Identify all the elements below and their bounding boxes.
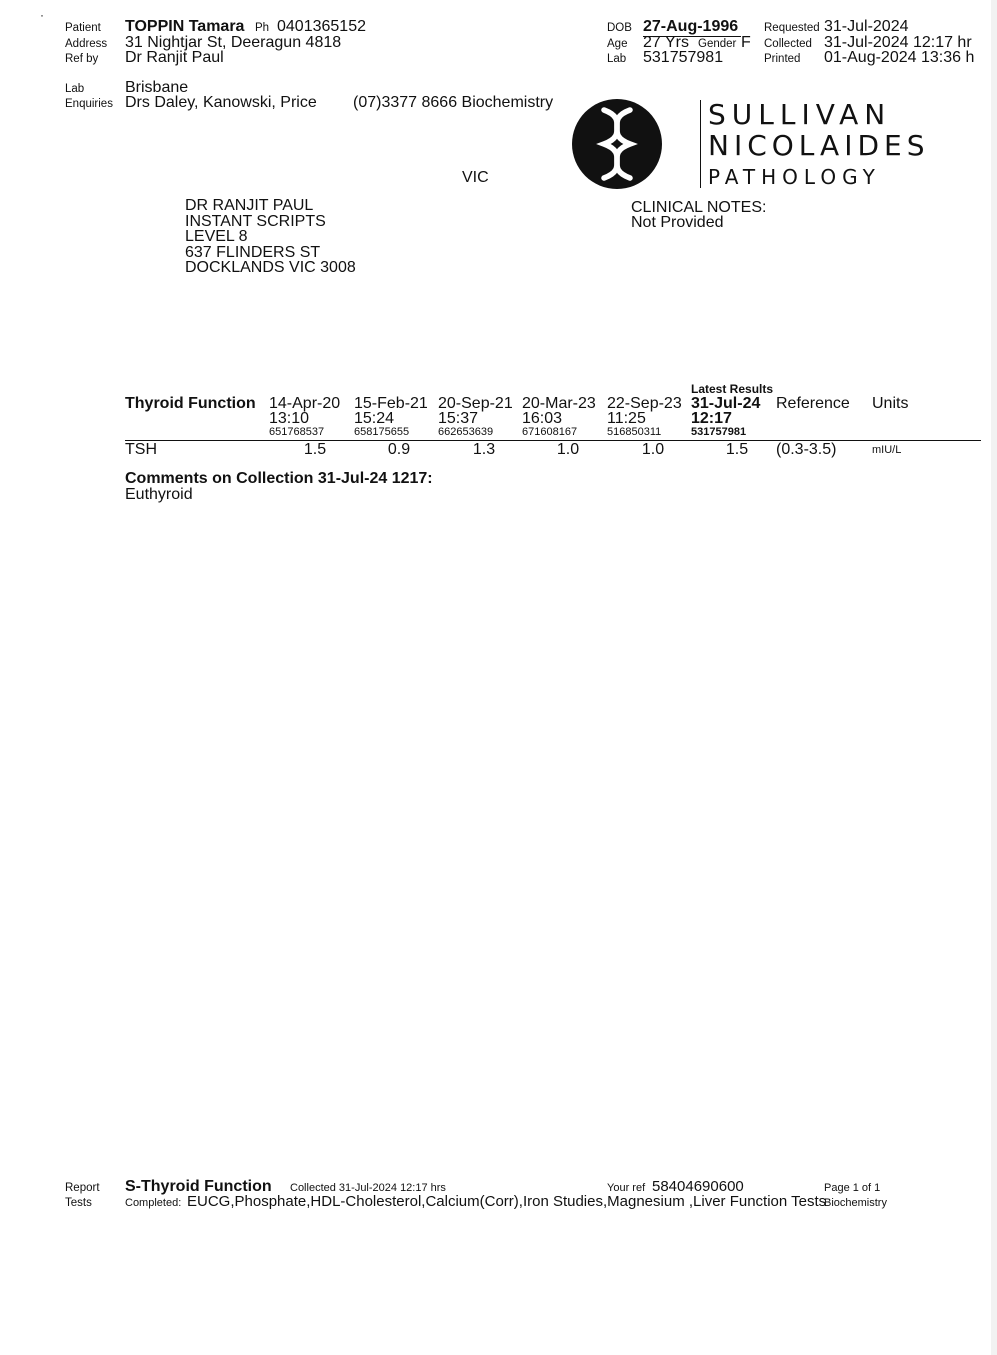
patient-name: TOPPIN Tamara — [125, 18, 245, 35]
doctor-address-line: 637 FLINDERS ST — [185, 243, 321, 261]
column-time: 15:24 — [354, 410, 395, 427]
gender-value: F — [741, 34, 751, 51]
column-date: 22-Sep-23 — [607, 395, 682, 412]
footer-yourref-label: Your ref — [607, 1182, 646, 1194]
state-label: VIC — [462, 169, 489, 186]
footer-tests-label: Tests — [65, 1197, 92, 1209]
patient-phone: 0401365152 — [277, 18, 366, 35]
gender-label: Gender — [698, 38, 737, 50]
column-lab-number: 516850311 — [607, 426, 662, 438]
doctor-address-line: DOCKLANDS VIC 3008 — [185, 259, 356, 276]
phone-label: Ph — [255, 22, 270, 34]
requested-label: Requested — [764, 22, 820, 34]
patient-address: 31 Nightjar St, Deeragun 4818 — [125, 34, 342, 51]
units-header: Units — [872, 395, 909, 412]
patient-label: Patient — [65, 22, 101, 34]
dna-logo-icon — [571, 98, 663, 190]
age-value: 27 Yrs — [643, 34, 689, 51]
result-value: 1.0 — [641, 441, 665, 458]
column-time: 12:17 — [691, 410, 732, 427]
reference-header: Reference — [776, 395, 850, 412]
result-column-header — [438, 396, 513, 439]
result-units: mIU/L — [872, 444, 902, 456]
column-lab-number: 671608167 — [522, 426, 578, 438]
result-column-header — [354, 396, 428, 439]
logo-line-2: NICOLAIDES — [708, 129, 930, 162]
dob-value: 27-Aug-1996 — [643, 18, 739, 35]
result-column-header — [269, 396, 340, 439]
address-label: Address — [65, 38, 108, 50]
logo-line-3: PATHOLOGY — [708, 165, 881, 189]
column-date: 31-Jul-24 — [691, 395, 761, 412]
age-label: Age — [607, 38, 628, 50]
footer-report-name: S-Thyroid Function — [125, 1178, 272, 1195]
column-time: 15:37 — [438, 410, 479, 427]
collected-date: 31-Jul-2024 12:17 hr — [824, 34, 972, 51]
footer-completed-label: Completed: — [125, 1197, 182, 1209]
logo-line-1: SULLIVAN — [708, 98, 892, 131]
result-value: 1.5 — [303, 441, 327, 458]
requested-date: 31-Jul-2024 — [824, 18, 909, 35]
result-value: 1.3 — [472, 441, 496, 458]
referring-doctor: Dr Ranjit Paul — [125, 49, 224, 66]
doctor-address-line: DR RANJIT PAUL — [185, 197, 314, 214]
doctor-address-line: LEVEL 8 — [185, 228, 248, 245]
comments-text: Euthyroid — [125, 486, 193, 503]
column-lab-number: 651768537 — [269, 426, 325, 438]
column-date: 20-Sep-21 — [438, 395, 513, 412]
comments-title: Comments on Collection 31-Jul-24 1217: — [125, 470, 433, 487]
clinical-notes-value: Not Provided — [631, 214, 724, 231]
column-lab-number: 662653639 — [438, 426, 494, 438]
footer-yourref: 58404690600 — [652, 1178, 744, 1195]
column-time: 11:25 — [607, 410, 646, 427]
doctor-address-line: INSTANT SCRIPTS — [185, 212, 326, 230]
printed-date: 01-Aug-2024 13:36 h — [824, 49, 975, 66]
enquiries-doctors: Drs Daley, Kanowski, Price — [125, 94, 317, 111]
enquiries-label: Enquiries — [65, 98, 113, 110]
lab-location: Brisbane — [125, 79, 189, 96]
logo-divider — [700, 100, 701, 188]
latest-column-header — [691, 396, 760, 439]
page-dot: · — [40, 8, 44, 22]
results-section-title: Thyroid Function — [125, 395, 256, 412]
column-date: 15-Feb-21 — [354, 395, 428, 412]
footer-report-label: Report — [65, 1182, 100, 1194]
latest-result-value: 1.5 — [725, 441, 749, 458]
collected-label: Collected — [764, 38, 812, 50]
page-edge-shade — [991, 0, 997, 1355]
result-value: 1.0 — [556, 441, 580, 458]
footer-page: Page 1 of 1 — [824, 1182, 881, 1194]
dob-label: DOB — [607, 22, 632, 34]
column-date: 20-Mar-23 — [522, 395, 596, 412]
printed-label: Printed — [764, 53, 801, 65]
doctor-address-block — [185, 198, 356, 276]
test-name: TSH — [125, 441, 157, 458]
latest-results-label: Latest Results — [691, 382, 774, 396]
footer-department: Biochemistry — [824, 1197, 887, 1209]
column-lab-number: 658175655 — [354, 426, 410, 438]
reference-range: (0.3-3.5) — [776, 441, 837, 458]
column-date: 14-Apr-20 — [269, 395, 341, 412]
result-column-header — [522, 396, 596, 439]
footer-completed-tests: EUCG,Phosphate,HDL-Cholesterol,Calcium(Corr),Iron Studies,Magnesium ,Liver Function Tests — [187, 1193, 827, 1210]
clinical-notes-label: CLINICAL NOTES: — [631, 199, 767, 216]
lab-location-label: Lab — [65, 83, 85, 95]
lab-number: 531757981 — [643, 49, 724, 66]
footer-collected: Collected 31-Jul-2024 12:17 hrs — [290, 1182, 446, 1194]
lab-label: Lab — [607, 53, 627, 65]
refby-label: Ref by — [65, 53, 99, 65]
enquiries-phone: (07)3377 8666 Biochemistry — [353, 94, 554, 111]
column-time: 13:10 — [269, 410, 310, 427]
result-value: 0.9 — [387, 441, 411, 458]
column-time: 16:03 — [522, 410, 563, 427]
column-lab-number: 531757981 — [691, 426, 747, 438]
result-column-header — [607, 396, 682, 439]
